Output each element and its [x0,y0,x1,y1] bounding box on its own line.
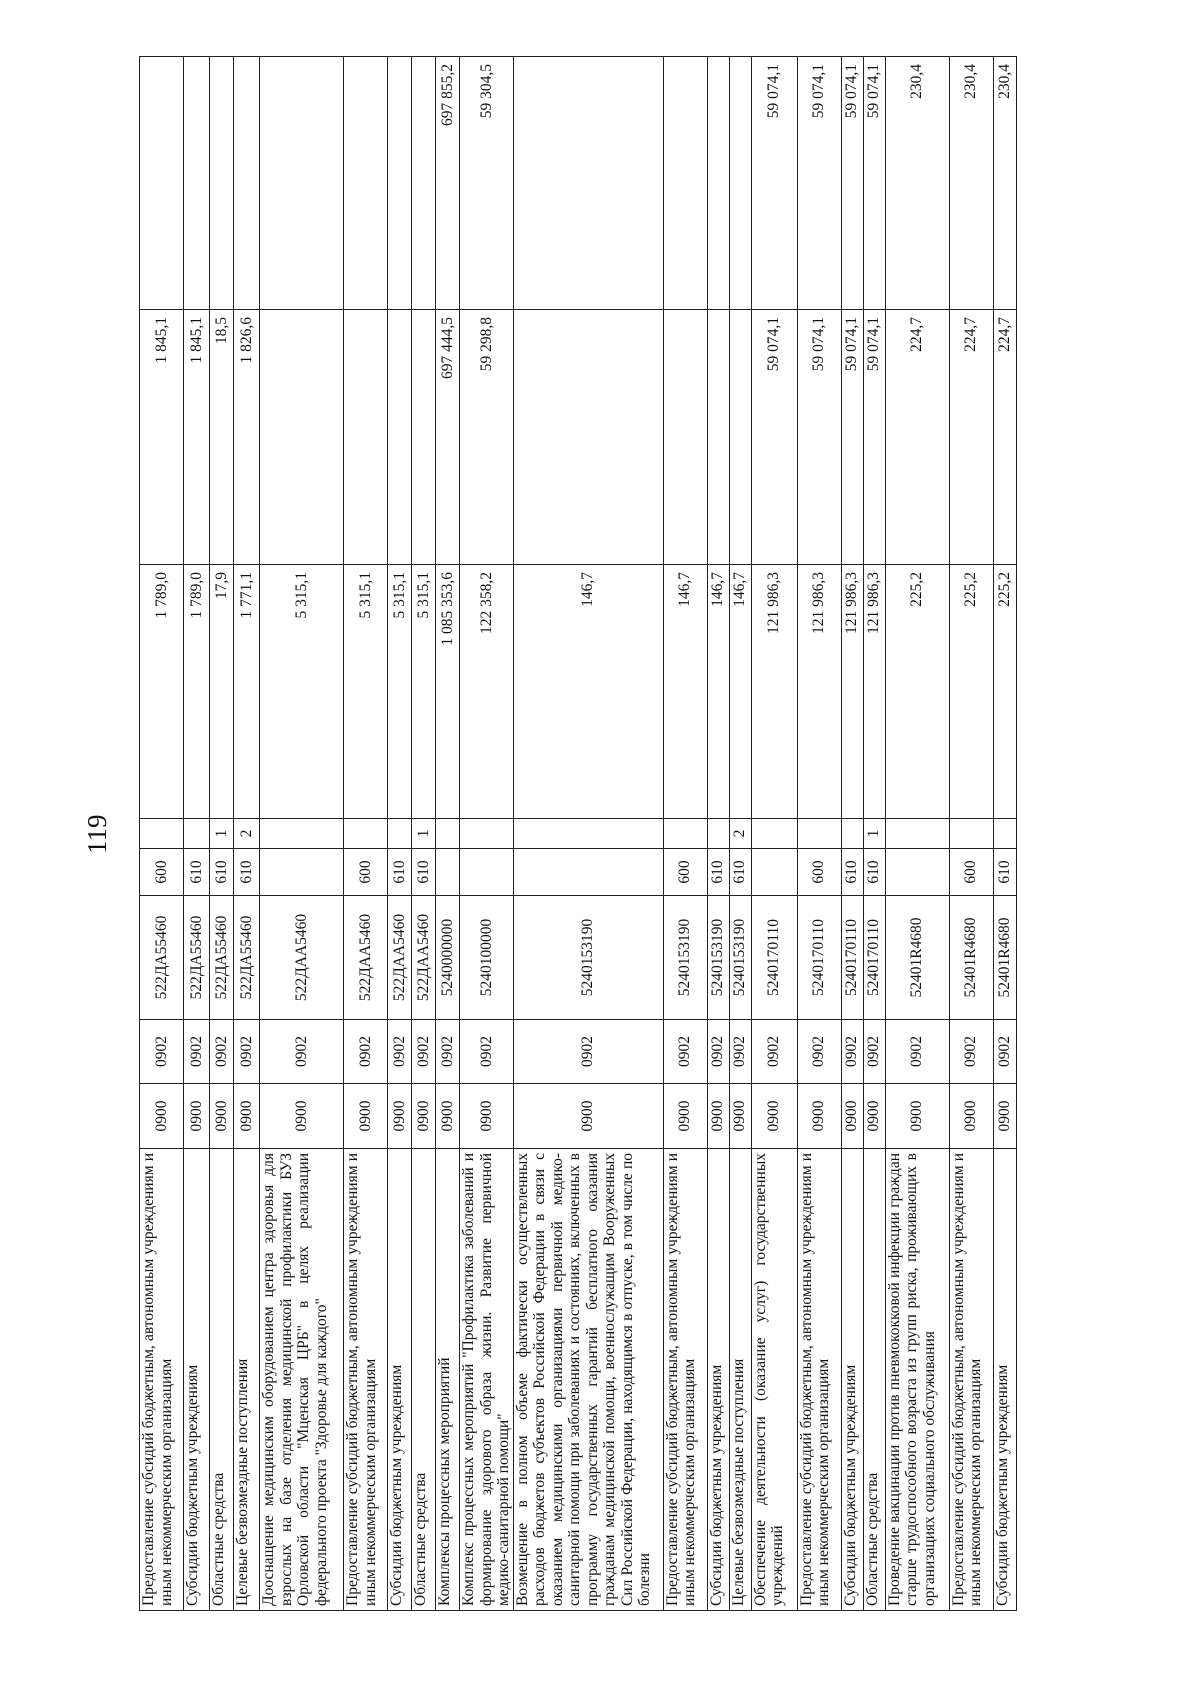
cell-section: 0902 [949,1020,993,1084]
cell-expense-type [436,849,460,896]
cell-amount-1: 121 986,3 [863,565,885,819]
cell-expense-type: 610 [412,849,436,896]
cell-funding-source [388,819,412,849]
cell-amount-1: 225,2 [993,565,1016,819]
cell-section: 0902 [863,1020,885,1084]
table-row [993,57,1016,1611]
cell-amount-3: 230,4 [949,57,993,310]
cell-expense-type: 610 [210,849,234,896]
cell-expense-type: 600 [344,849,388,896]
cell-ved: 0900 [885,1084,949,1149]
cell-amount-2: 697 444,5 [436,310,460,565]
cell-ved: 0900 [513,1084,663,1149]
cell-amount-3: 59 304,5 [460,57,514,310]
cell-target-article: 522ДА55460 [234,896,260,1020]
cell-amount-3 [234,57,260,310]
cell-target-article: 522ДА55460 [210,896,234,1020]
cell-section: 0902 [436,1020,460,1084]
cell-amount-3: 697 855,2 [436,57,460,310]
cell-amount-3 [140,57,184,310]
cell-section: 0902 [663,1020,707,1084]
cell-name: Субсидии бюджетным учреждениям [841,1149,863,1611]
cell-amount-3 [412,57,436,310]
cell-amount-1: 1 789,0 [184,565,210,819]
cell-name: Целевые безвозмездные поступления [234,1149,260,1611]
cell-ved: 0900 [949,1084,993,1149]
cell-name: Субсидии бюджетным учреждениям [993,1149,1016,1611]
cell-expense-type [885,849,949,896]
cell-amount-2: 224,7 [885,310,949,565]
table-row [949,57,993,1611]
table-row [460,57,514,1611]
cell-expense-type: 610 [863,849,885,896]
cell-funding-source [885,819,949,849]
cell-expense-type: 600 [140,849,184,896]
cell-amount-3 [513,57,663,310]
cell-section: 0902 [260,1020,344,1084]
cell-expense-type: 610 [184,849,210,896]
table-row [729,57,751,1611]
cell-amount-1: 5 315,1 [388,565,412,819]
table-row [412,57,436,1611]
cell-section: 0902 [885,1020,949,1084]
cell-amount-3 [260,57,344,310]
cell-amount-1: 121 986,3 [841,565,863,819]
cell-target-article: 5240170110 [863,896,885,1020]
cell-expense-type: 610 [841,849,863,896]
cell-ved: 0900 [388,1084,412,1149]
cell-funding-source [993,819,1016,849]
cell-amount-3 [729,57,751,310]
cell-amount-3: 59 074,1 [797,57,841,310]
cell-ved: 0900 [663,1084,707,1149]
cell-funding-source: 2 [234,819,260,849]
cell-name: Субсидии бюджетным учреждениям [707,1149,729,1611]
cell-target-article: 522ДАА5460 [344,896,388,1020]
table-row [863,57,885,1611]
cell-expense-type: 610 [234,849,260,896]
cell-ved: 0900 [707,1084,729,1149]
table-row [344,57,388,1611]
cell-name: Областные средства [412,1149,436,1611]
table-row [260,57,344,1611]
cell-target-article: 52401R4680 [885,896,949,1020]
cell-amount-1: 122 358,2 [460,565,514,819]
cell-amount-2: 59 074,1 [863,310,885,565]
cell-target-article: 522ДАА5460 [260,896,344,1020]
cell-amount-2 [707,310,729,565]
cell-funding-source [707,819,729,849]
cell-amount-1: 1 771,1 [234,565,260,819]
cell-section: 0902 [751,1020,797,1084]
cell-ved: 0900 [729,1084,751,1149]
cell-target-article: 5240153190 [729,896,751,1020]
cell-target-article: 5240000000 [436,896,460,1020]
cell-section: 0902 [513,1020,663,1084]
cell-name: Предоставление субсидий бюджетным, автономным учреждениям и иным некоммерческим организациям [663,1149,707,1611]
cell-amount-2 [260,310,344,565]
table-row [841,57,863,1611]
cell-funding-source [184,819,210,849]
cell-amount-1: 225,2 [949,565,993,819]
cell-section: 0902 [797,1020,841,1084]
cell-section: 0902 [344,1020,388,1084]
cell-ved: 0900 [184,1084,210,1149]
cell-amount-2 [388,310,412,565]
table-row [751,57,797,1611]
cell-ved: 0900 [993,1084,1016,1149]
cell-funding-source [436,819,460,849]
cell-name: Проведение вакцинации против пневмококковой инфекции граждан старше трудоспособного возраста из групп риска, проживающих в организациях социального обслуживания [885,1149,949,1611]
cell-name: Областные средства [863,1149,885,1611]
cell-funding-source: 1 [210,819,234,849]
cell-target-article: 5240153190 [707,896,729,1020]
cell-target-article: 52401R4680 [993,896,1016,1020]
cell-ved: 0900 [140,1084,184,1149]
cell-target-article: 5240170110 [841,896,863,1020]
cell-amount-2: 1 826,6 [234,310,260,565]
cell-funding-source [460,819,514,849]
table-row [210,57,234,1611]
cell-section: 0902 [140,1020,184,1084]
cell-funding-source [841,819,863,849]
cell-target-article: 52401R4680 [949,896,993,1020]
cell-expense-type: 610 [729,849,751,896]
cell-amount-2: 224,7 [949,310,993,565]
cell-funding-source [513,819,663,849]
table-row [885,57,949,1611]
cell-section: 0902 [412,1020,436,1084]
cell-funding-source [797,819,841,849]
cell-amount-1: 225,2 [885,565,949,819]
cell-expense-type [260,849,344,896]
cell-expense-type: 600 [663,849,707,896]
cell-expense-type: 600 [797,849,841,896]
cell-funding-source [663,819,707,849]
cell-amount-2: 1 845,1 [184,310,210,565]
cell-funding-source [140,819,184,849]
cell-expense-type: 600 [949,849,993,896]
cell-target-article: 5240100000 [460,896,514,1020]
cell-name: Комплексы процессных мероприятий [436,1149,460,1611]
cell-target-article: 5240170110 [751,896,797,1020]
cell-amount-3 [707,57,729,310]
cell-amount-1: 5 315,1 [260,565,344,819]
cell-name: Областные средства [210,1149,234,1611]
cell-expense-type: 610 [388,849,412,896]
cell-ved: 0900 [436,1084,460,1149]
cell-funding-source [344,819,388,849]
table-row [436,57,460,1611]
cell-name: Субсидии бюджетным учреждениям [184,1149,210,1611]
cell-expense-type: 610 [993,849,1016,896]
cell-amount-3: 59 074,1 [751,57,797,310]
cell-name: Возмещение в полном объеме фактически осуществленных расходов бюджетов субъектов Российской Федерации в связи с оказанием медицинскими организациями первичной медико-санитарной помощи при заболеваниях и состояниях, включенных в программу государственных гарантий бесплатного оказания гражданам медицинской помощи, военнослужащим Вооруженных Сил Российской Федерации, находящимся в отпуске, в том числе по болезни [513,1149,663,1611]
cell-amount-2: 59 074,1 [797,310,841,565]
cell-amount-1: 146,7 [729,565,751,819]
cell-amount-2: 59 074,1 [841,310,863,565]
cell-amount-3 [210,57,234,310]
cell-target-article: 5240170110 [797,896,841,1020]
cell-funding-source: 1 [863,819,885,849]
cell-name: Предоставление субсидий бюджетным, автономным учреждениям и иным некоммерческим организациям [344,1149,388,1611]
cell-section: 0902 [460,1020,514,1084]
cell-amount-2: 224,7 [993,310,1016,565]
cell-target-article: 5240153190 [513,896,663,1020]
cell-amount-1: 121 986,3 [797,565,841,819]
cell-target-article: 522ДАА5460 [388,896,412,1020]
cell-amount-1: 5 315,1 [344,565,388,819]
table-row [140,57,184,1611]
cell-ved: 0900 [751,1084,797,1149]
cell-target-article: 522ДА55460 [184,896,210,1020]
cell-amount-1: 146,7 [513,565,663,819]
table-row [513,57,663,1611]
cell-amount-1: 146,7 [707,565,729,819]
cell-name: Предоставление субсидий бюджетным, автономным учреждениям и иным некоммерческим организациям [949,1149,993,1611]
cell-funding-source: 2 [729,819,751,849]
cell-amount-1: 121 986,3 [751,565,797,819]
cell-amount-1: 5 315,1 [412,565,436,819]
page-number: 119 [82,814,112,854]
cell-funding-source [260,819,344,849]
cell-section: 0902 [729,1020,751,1084]
table-row [184,57,210,1611]
table-body [140,57,1017,1611]
cell-section: 0902 [184,1020,210,1084]
cell-ved: 0900 [344,1084,388,1149]
cell-amount-2: 59 298,8 [460,310,514,565]
table-row [234,57,260,1611]
cell-funding-source: 1 [412,819,436,849]
cell-expense-type [513,849,663,896]
cell-amount-3: 230,4 [993,57,1016,310]
cell-funding-source [751,819,797,849]
cell-section: 0902 [841,1020,863,1084]
cell-name: Дооснащение медицинским оборудованием центра здоровья для взрослых на базе отделения медицинской профилактики БУЗ Орловской области "Мценская ЦРБ" в целях реализации федерального проекта "Здоровье для каждого" [260,1149,344,1611]
cell-section: 0902 [993,1020,1016,1084]
cell-section: 0902 [210,1020,234,1084]
cell-ved: 0900 [863,1084,885,1149]
cell-section: 0902 [234,1020,260,1084]
cell-amount-1: 146,7 [663,565,707,819]
cell-amount-1: 1 085 353,6 [436,565,460,819]
cell-ved: 0900 [260,1084,344,1149]
cell-amount-1: 17,9 [210,565,234,819]
cell-amount-2 [412,310,436,565]
cell-name: Комплекс процессных мероприятий "Профилактика заболеваний и формирование здорового образа жизни. Развитие первичной медико-санитарной помощи" [460,1149,514,1611]
cell-amount-2 [729,310,751,565]
cell-amount-2 [344,310,388,565]
table-row [707,57,729,1611]
cell-name: Субсидии бюджетным учреждениям [388,1149,412,1611]
cell-target-article: 522ДА55460 [140,896,184,1020]
cell-expense-type: 610 [707,849,729,896]
cell-expense-type [460,849,514,896]
cell-ved: 0900 [234,1084,260,1149]
table-row [797,57,841,1611]
cell-amount-2: 18,5 [210,310,234,565]
cell-amount-3: 230,4 [885,57,949,310]
cell-expense-type [751,849,797,896]
cell-name: Целевые безвозмездные поступления [729,1149,751,1611]
cell-name: Обеспечение деятельности (оказание услуг) государственных учреждений [751,1149,797,1611]
cell-name: Предоставление субсидий бюджетным, автономным учреждениям и иным некоммерческим организациям [140,1149,184,1611]
table-row [388,57,412,1611]
cell-ved: 0900 [412,1084,436,1149]
cell-section: 0902 [388,1020,412,1084]
cell-amount-3: 59 074,1 [841,57,863,310]
cell-amount-3 [344,57,388,310]
cell-section: 0902 [707,1020,729,1084]
cell-amount-3 [388,57,412,310]
cell-amount-2: 59 074,1 [751,310,797,565]
table-row [663,57,707,1611]
cell-ved: 0900 [797,1084,841,1149]
cell-amount-3 [663,57,707,310]
cell-funding-source [949,819,993,849]
cell-amount-2 [663,310,707,565]
cell-amount-3 [184,57,210,310]
cell-amount-3: 59 074,1 [863,57,885,310]
cell-target-article: 522ДАА5460 [412,896,436,1020]
cell-ved: 0900 [460,1084,514,1149]
cell-amount-2: 1 845,1 [140,310,184,565]
cell-amount-1: 1 789,0 [140,565,184,819]
budget-table [139,56,1017,1611]
cell-ved: 0900 [210,1084,234,1149]
budget-table-sheet [139,57,1013,1611]
cell-ved: 0900 [841,1084,863,1149]
cell-name: Предоставление субсидий бюджетным, автономным учреждениям и иным некоммерческим организациям [797,1149,841,1611]
cell-target-article: 5240153190 [663,896,707,1020]
cell-amount-2 [513,310,663,565]
